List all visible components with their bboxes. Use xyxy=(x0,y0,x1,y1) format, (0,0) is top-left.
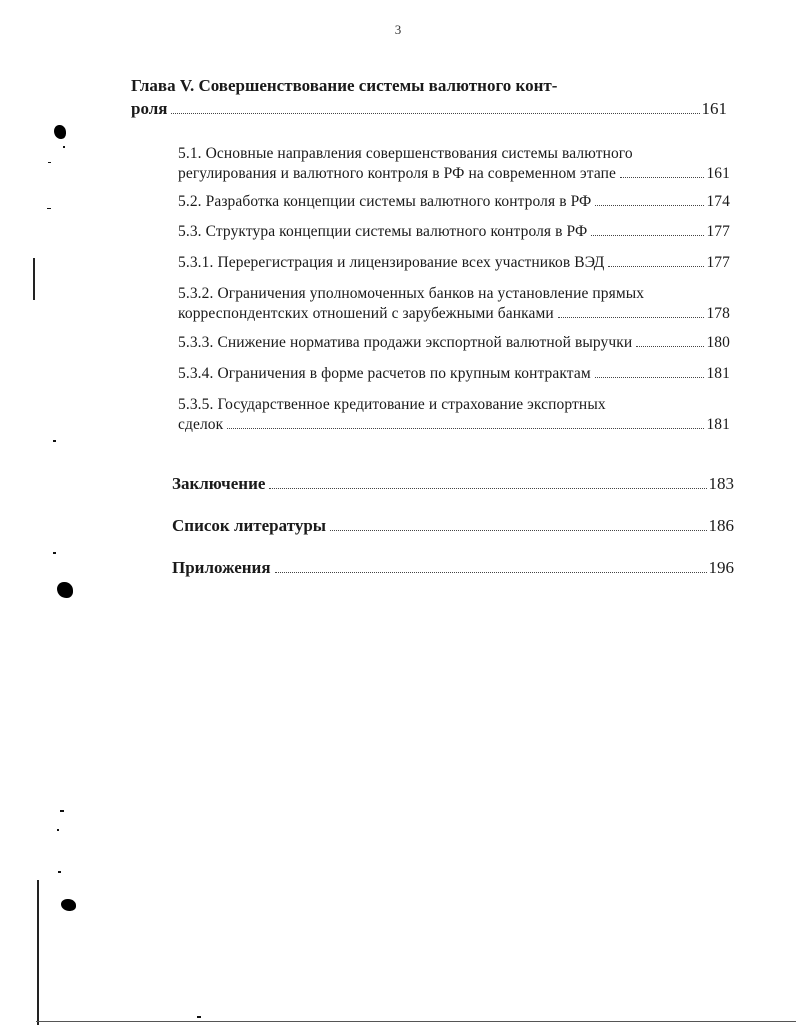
scan-speck xyxy=(60,810,64,812)
toc-entry-line2-row xyxy=(178,304,730,324)
leader-dots xyxy=(171,113,699,114)
toc-entry-5-3-4 xyxy=(178,364,730,384)
toc-major-title: Список литературы xyxy=(172,516,327,535)
chapter-title-line2: роля xyxy=(131,99,168,118)
chapter-heading xyxy=(131,74,727,120)
toc-entry-page: 161 xyxy=(706,165,730,182)
toc-major-title: Заключение xyxy=(172,474,266,493)
scan-edge-line xyxy=(33,258,35,300)
scan-hole-mark xyxy=(57,582,73,598)
toc-appendices xyxy=(172,557,734,579)
scan-speck xyxy=(53,440,56,442)
leader-dots xyxy=(269,488,706,489)
toc-bibliography xyxy=(172,515,734,537)
toc-entry-5-3-3 xyxy=(178,333,730,353)
toc-entry-5-2 xyxy=(178,192,730,212)
toc-major-title: Приложения xyxy=(172,558,271,577)
toc-entry-5-3-2 xyxy=(178,284,730,324)
chapter-title-line1: Глава V. Совершенствование системы валютного конт- xyxy=(131,76,558,95)
leader-dots xyxy=(275,572,707,573)
scan-speck xyxy=(47,208,51,209)
toc-entry-row xyxy=(178,222,730,242)
toc-entry-row xyxy=(178,364,730,384)
leader-dots xyxy=(227,428,704,429)
toc-entry-line2: корреспондентских отношений с зарубежными банками xyxy=(178,305,554,322)
toc-entry-5-1 xyxy=(178,144,730,184)
toc-entry-line2: сделок xyxy=(178,416,224,433)
toc-entry-page: 177 xyxy=(706,254,730,271)
toc-entry-line1: 5.3.2. Ограничения уполномоченных банков на установление прямых xyxy=(178,285,645,302)
toc-entry-line2: регулирования и валютного контроля в РФ на современном этапе xyxy=(178,165,616,182)
scan-speck xyxy=(48,162,51,163)
toc-entry-text: 5.2. Разработка концепции системы валютного контроля в РФ xyxy=(178,193,592,210)
toc-entry-text: 5.3.4. Ограничения в форме расчетов по крупным контрактам xyxy=(178,365,591,382)
toc-entry-text: 5.3.3. Снижение норматива продажи экспортной валютной выручки xyxy=(178,334,633,351)
scan-speck xyxy=(57,829,59,831)
toc-entry-page: 178 xyxy=(706,305,730,322)
toc-conclusion xyxy=(172,473,734,495)
toc-entry-row xyxy=(178,192,730,212)
scan-edge-line xyxy=(37,880,39,1025)
toc-entry-page: 181 xyxy=(706,365,730,382)
toc-entry-text: 5.3.1. Перерегистрация и лицензирование всех участников ВЭД xyxy=(178,254,605,271)
toc-entry-5-3-1 xyxy=(178,253,730,273)
scan-speck xyxy=(58,871,61,873)
scan-speck xyxy=(63,146,65,148)
leader-dots xyxy=(595,377,705,378)
scan-hole-mark xyxy=(54,125,66,139)
toc-entry-row xyxy=(178,333,730,353)
toc-entry-page: 181 xyxy=(706,416,730,433)
chapter-page: 161 xyxy=(701,99,727,118)
scan-speck xyxy=(53,552,56,554)
page-number: 3 xyxy=(394,22,402,37)
leader-dots xyxy=(591,235,704,236)
toc-entry-page: 177 xyxy=(706,223,730,240)
toc-entry-line1: 5.1. Основные направления совершенствования системы валютного xyxy=(178,145,633,162)
chapter-title-line2-row xyxy=(131,97,727,120)
toc-entry-page: 174 xyxy=(706,193,730,210)
toc-entry-line1: 5.3.5. Государственное кредитование и страхование экспортных xyxy=(178,396,606,413)
toc-entry-line2-row xyxy=(178,164,730,184)
scan-bottom-edge xyxy=(36,1021,796,1022)
toc-entry-5-3-5 xyxy=(178,395,730,435)
toc-entry-row xyxy=(178,253,730,273)
leader-dots xyxy=(330,530,706,531)
toc-major-page: 196 xyxy=(708,558,734,577)
toc-entry-5-3 xyxy=(178,222,730,242)
toc-major-page: 183 xyxy=(708,474,734,493)
leader-dots xyxy=(608,266,704,267)
toc-entry-line2-row xyxy=(178,415,730,435)
leader-dots xyxy=(558,317,705,318)
scan-hole-mark xyxy=(61,899,76,911)
toc-major-page: 186 xyxy=(708,516,734,535)
scan-speck xyxy=(197,1016,201,1018)
toc-entry-page: 180 xyxy=(706,334,730,351)
leader-dots xyxy=(620,177,704,178)
toc-entry-text: 5.3. Структура концепции системы валютного контроля в РФ xyxy=(178,223,588,240)
leader-dots xyxy=(595,205,704,206)
leader-dots xyxy=(636,346,704,347)
